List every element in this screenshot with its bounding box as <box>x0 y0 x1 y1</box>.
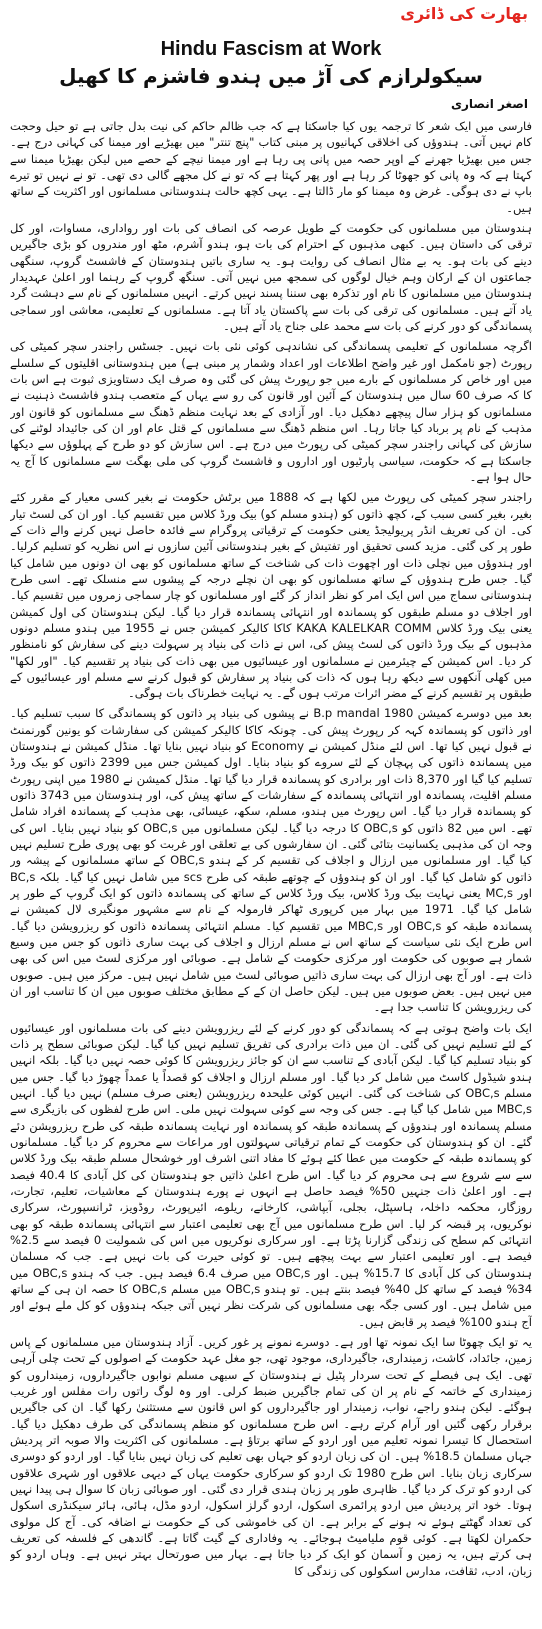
author-byline: اصغر انصاری <box>451 97 528 111</box>
body-paragraph: فارسی میں ایک شعر کا ترجمہ یوں کیا جاسکتا ہے کہ جب ظالم حاکم کی نیت بدل جاتی ہے تو حیل وحجت کام نہیں آتی۔ ہندوؤں کی اخلاقی کہانیوں پر مبنی کتاب "پنچ تنتر" میں بھیڑیے اور میمنا کی کہانی درج ہے۔ جس میں بھیڑیا جھرنے کے اوپر حصہ میں پانی پی رہا ہے اور میمنا نیچے کے حصے میں لیکن بھیڑیا میمنا سے کہتا ہے کہ وہ پانی کو جھوٹا کر رہا ہے اور پھر کہتا ہے کہ تو نے کل مجھے گالی دی تھی۔ تو نے نہیں تو تیرے باپ نے دی ہوگی۔ غرض وہ میمنا کو مار ڈالتا ہے۔ یہی کچھ حالت ہندوستانی مسلمانوں اور اکثریت کے ساتھ ہیں۔ <box>10 119 532 215</box>
body-paragraph: ہندوستان میں مسلمانوں کی حکومت کے طویل عرصہ کی انصاف کی بات اور رواداری، مساوات، اور کل ترقی کی داستان ہیں۔ کبھی مذہبوں کے احترام کی بات ہو، ہندو آشرم، مٹھ اور مندروں کو بڑی جاگیریں دینے کی بات ہو۔ یہ بے مثال انصاف کی روایت ہو۔ یہ ساری باتیں ہندوستان کے فاشسٹ گروپ، سنگھی جماعتوں ان کے ارکان وہم خیال لوگوں کی سمجھ میں نہیں آتی۔ سنگھ گروپ کے رہنما اور اعلیٰ عہدیدار ہندوستان میں مسلمانوں کا نام اور تذکرہ بھی سننا پسند نہیں کرتے۔ انہیں مسلمانوں کے نام سے دہشت گرد یاد آتے ہیں۔ مسلمانوں کی ترقی کی بات سے پاکستان یاد آتا ہے۔ مسلمانوں کے تعلیمی، معاشی اور سماجی پسماندگی کو دور کرنے کی بات سے محمد علی جناح یاد آتے ہیں۔ <box>10 220 532 333</box>
urdu-headline: سیکولرازم کی آڑ میں ہندو فاشزم کا کھیل <box>59 64 483 88</box>
body-paragraph: بعد میں دوسرے کمیشن B.p mandal 1980 نے پیشوں کی بنیاد پر ذاتوں کو پسماندگی کا سبب تسلیم کیا۔ اور ذاتوں کو پسماندہ کہہ کر رپورٹ پیش کی۔ چونکہ کاکا کالیکر کمیشن کی سفارشات کو یونین گورنمنٹ نے قبول نہیں کیا تھا۔ اس لئے منڈل کمیشن نے Economy کو بنیاد نہیں بنایا تھا۔ منڈل کمیشن نے ہندوستان میں پسماندہ ذاتوں کی پہچان کے لئے سروے کو بنیاد بنایا۔ اول کمیشن جس میں 2399 ذاتوں کو بیک ورڈ تسلیم کیا گیا اور 8,370 ذات اور برادری کو پسماندہ قرار دیا گیا تھا۔ منڈل کمیشن نے 1980 میں اپنی رپورٹ مسلم اقلیت، پسماندہ اور انتہائی پسماندہ کے سفارشات کے ساتھ پیش کی، اور ہندوستان میں 3743 ذاتوں کو پسماندہ قرار دیا گیا۔ اس رپورٹ میں ہندو، مسلم، سکھ، عیسائی، بھی مذہب کے پسماندہ افراد شامل تھے۔ اس میں 82 ذاتوں کو OBC,s کا درجہ دیا گیا۔ لیکن مسلمانوں میں OBC,s کو بنیاد نہیں بنایا۔ اس کی وجہ ان کی مذہبی یکسانیت بتائی گئی۔ ان سفارشوں کی بے تعلقی اور غربت کو بھی پوری طرح تسلیم نہیں کیا گیا۔ اور مسلمانوں میں ارزال و اجلاف کی تقسیم کر کے ہندو OBC,s کے ساتھ مسلمانوں کے پیشہ ور ذاتوں کو شامل کیا گیا۔ اور ان کو ہندوؤں کے چوتھے طبقہ کی طرح scs میں شامل نہیں کیا گیا۔ بلکہ BC,s اور MC,s یعنی نہایت بیک ورڈ کلاس، بیک ورڈ کلاس کے ساتھ کی پسماندہ ذاتوں کو ایک گروپ کے طور پر شامل کیا گیا۔ 1971 میں بہار میں کرپوری ٹھاکر فارمولہ کے نام سے مشہور مونگیری لال کمیشن نے پسماندہ طبقہ کو OBC,s اور MBC,s میں تقسیم کیا۔ مسلم انتہائی پسماندہ ذاتوں کو ریزرویشن دیا گیا۔ اس طرح ایک نئی سیاست کے ساتھ اس نے مسلم ارزال و اجلاف کی بہت ساری ذاتوں کو جس میں وسیع شمار ہے صوبوں کی حکومت اور مرکزی حکومت کے شامل ہے۔ صوبائی اور مرکزی لسٹ میں اس کی بھی ذات ہے۔ اور آج بھی ارزال کی بہت ساری ذاتیں صوبائی لسٹ میں شامل نہیں ہیں۔ مرکز میں ہیں۔ صوبوں میں نہیں ہیں۔ بعض صوبوں میں ہیں۔ لیکن حاصل ان کے کے مطابق مختلف صوبوں میں ان کا تناسب اور ان کی ریزرویشن کا تناسب جدا ہے۔ <box>10 706 532 1015</box>
english-title: Hindu Fascism at Work <box>160 38 382 60</box>
body-paragraph: ایک بات واضح ہوتی ہے کہ پسماندگی کو دور کرنے کے لئے ریزرویشن دینے کی بات مسلمانوں اور عیسائیوں کے لئے تسلیم نہیں کی گئی۔ ان میں ذات برادری کی تفریق تسلیم نہیں کیا گیا۔ لیکن صوبائی سطح پر ذات کو بنیاد تسلیم کیا گیا۔ لیکن آبادی کے تناسب سے ان کو جائز ریزرویشن کا کوئی حصہ نہیں دیا گیا۔ بلکہ انہیں ہندو شیڈول کاسٹ میں شامل کر دیا گیا۔ اور مسلم ارزال و اجلاف کو قصداً یا عمداً چھوڑ دیا گیا۔ جس میں مسلم OBC,s کی شناخت کی گئی۔ انہیں کوئی علیحدہ ریزرویشن (یعنی صرف مسلم) نہیں دیا گیا۔ انہیں MBC,s میں شامل کیا گیا ہے۔ جس کی وجہ سے کوئی سہولت نہیں ملی۔ اس طرح لفظوں کی بازیگری سے مسلم پسماندہ اور ہندوؤں کے پسماندہ طبقہ کو پسماندہ اور نہایت پسماندہ طبقہ کی طرح ریزرویشن دئے گئے۔ ان کو ہندوستان کی حکومت کے تمام ترقیاتی سہولتوں اور مراعات سے محروم کر دیا گیا۔ مسلمانوں کو پسماندہ طبقہ کے حکومت میں عطا کئے ہوئے کا مفاد اتنی اشرف اور خوشحال مسلم طبقہ بیک ورڈ کلاس سے سے شروع سے ہی محروم کر دیا گیا۔ اس طرح اعلیٰ ذاتیں جو ہندوستان کی کل آبادی کا 40.4 فیصد ہے۔ اور اعلیٰ ذات جنہیں 50% فیصد حاصل ہے انہوں نے پورے ہندوستان کے معاشیات، تعلیم، تجارت، روزگار، محکمہ داخلہ، ہاسپٹل، بجلی، آبپاشی، کارخانے، ریلوے، ائیرپورٹ، روڈویز، ٹرانسپورٹ، سرکاری نوکریوں، پر قبضہ کر لیا۔ اس طرح مسلمانوں میں آج بھی تعلیمی اعتبار سے انتہائی پسماندہ طبقہ کو بھی انتہائی کم سطح کی زندگی گزارنا پڑتا ہے۔ اور سرکاری نوکریوں میں اس کی شمولیت 0 فیصد سے 2.5% فیصد ہے۔ اور تعلیمی اعتبار سے بہت پیچھے ہیں۔ تو کوئی حیرت کی بات نہیں ہے۔ جب کہ مسلمان ہندوستان کی کل آبادی کا 15.7% ہیں۔ اور OBC,s میں صرف 6.4 فیصد ہیں۔ جب کہ ہندو OBC,s میں 34% فیصد کے ساتھ کل 40% فیصد بنتے ہیں۔ تو ہندو OBC,s میں مسلم OBC,s کا حصہ ان ہی کے ساتھ میں شامل ہیں۔ اور کسی جگہ بھی مسلمانوں کی شرکت نظر نہیں آتی جبکہ ہندوؤں کو کل ملے ہوئے اور آج ہندو 100% فیصد پر قابض ہیں۔ <box>10 1020 532 1329</box>
body-paragraph: اگرچہ مسلمانوں کے تعلیمی پسماندگی کی نشاندہی کوئی نئی بات نہیں۔ جسٹس راجندر سچر کمیٹی کی رپورٹ (جو نامکمل اور غیر واضح اطلاعات اور اعداد وشمار پر مبنی ہے) میں ہندوستانی اقلیتوں کے سلسلے میں اور خاص کر مسلمانوں کے بارے میں جو رپورٹ پیش کی گئی وہ صرف ایک دستاویزی ثبوت ہے اس بات کا کہ صرف 60 سال میں ہندوستان کے آئین اور قانون کی رو سے یہاں کے متعصب ہندو فاشسٹ ذہنیت نے مسلمانوں کو ہزار سال پیچھے دھکیل دیا۔ اور آزادی کے بعد نہایت منظم ڈھنگ سے مسلمانوں کو قانون اور مذہب کے نام پر برباد کیا جاتا رہا۔ اس منظم ڈھنگ سے مسلمانوں کے قتل عام اور ان کی جائیداد لوٹنے کی سازش کی کہانی راجندر سچر کمیٹی کی رپورٹ میں درج ہے۔ اس سازش کو دو طرح کے پہلوؤں سے دیکھا جاسکتا ہے کہ حکومت، سیاسی پارٹیوں اور اداروں و فاشسٹ گروپ کی ملی بھگت سے مسلمانوں کا آج یہ حال ہوا ہے۔ <box>10 339 532 484</box>
article-body <box>10 118 532 1623</box>
column-label: بھارت کی ڈائری <box>400 4 528 23</box>
body-paragraph: یہ تو ایک چھوٹا سا ایک نمونہ تھا اور ہے۔ دوسرے نمونے پر غور کریں۔ آزاد ہندوستان میں مسلمانوں کے پاس زمین، جائداد، کاشت، زمینداری، جاگیرداری، موجود تھی، جو مغل عہد حکومت کے اصولوں کے تحت چلی آرہی تھی۔ ایک ہی فیصلے کے تحت سردار پٹیل نے ہندوستان کے سبھی مسلم نوابوں جاگیرداروں، زمینداروں کو زمینداری کے خاتمہ کے نام پر ان کی تمام جاگیریں ضبط کرلی۔ اور وہ لوگ راتوں رات مفلس اور غریب ہوگئے۔ لیکن ہندو راجے، نواب، زمیندار اور جاگیرداروں کو اس قانون سے مستثنیٰ رکھا گیا۔ ان کی جاگیریں برقرار رکھی گئیں اور آرام کرتے رہے۔ اس طرح مسلمانوں کو منظم پسماندگی کی طرف دھکیل دیا گیا۔ استحصال کا تیسرا نمونہ تعلیم میں اور اردو کے ساتھ برتاؤ ہے۔ مسلمانوں کی اکثریت والا صوبہ اتر پردیش جہاں مسلمان 18.5% ہیں۔ ان کی زبان اردو کو جہاں بھی تعلیم کی زبان نہیں بنایا گیا۔ اور اردو کو دوسری سرکاری زبان بنایا۔ اس طرح 1980 تک اردو کو سرکاری حکومت یہاں کے دیہی علاقوں اور شہری علاقوں کی اردو کو ترک کر دیا گیا۔ ظاہری طور پر زبان ہندی قرار دی گئی۔ اور صوبائی زبان کا سوال ہی پیدا نہیں ہوتا۔ خود اتر پردیش میں اردو پرائمری اسکول، اردو گرلز اسکول، اردو مڈل، ہائی، ہائر سیکنڈری اسکول کی تعداد گھٹتے ہوئے نہ ہونے کے برابر ہے۔ ان کی خاموشی کی کے حکومت نے اضافہ کی۔ آج کل مولوی حکمران لکھتا ہے۔ کوئی قوم ملیامیٹ ہوجائے۔ یہ وفاداری کے گیت گاتا ہے۔ گاندھی کے فلسفہ کی تعریف ہی کرتے ہیں، یہ زمین و آسمان کو ایک کر دیا جاتا ہے۔ بہار میں صورتحال بہتر نہیں ہے۔ وہاں اردو کو زبان، ادب، ثقافت، مدارس اسکولوں کی زندگی کا <box>10 1334 532 1578</box>
body-paragraph: راجندر سچر کمیٹی کی رپورٹ میں لکھا ہے کہ 1888 میں برٹش حکومت نے بغیر کسی معیار کے مقرر کئے بغیر، بغیر کسی سبب کے، کچھ ذاتوں کو (ہندو مسلم کو) بیک ورڈ کلاس میں تقسیم کیا۔ اور ان کی لسٹ تیار کی۔ ان کی تعریف انڈر پریولیجڈ یعنی حکومت کے ترقیاتی پروگرام سے فائدہ حاصل نہیں کرنے والے ذات کے طور پر کی گئی۔ مزید کسی تحقیق اور تفتیش کے بغیر ہندوستانی آئین سازوں نے اس نظریہ کو تسلیم کرلیا۔ اور ہندوؤں میں نچلی ذات اور اچھوت ذات کی شناخت کے ساتھ مسلمانوں کو بھی ان دونوں میں شامل کیا گیا۔ جس طرح ہندوؤں کے ساتھ مسلمانوں کو بھی ان نچلے درجہ کے پیشوں سے منسلک تھے۔ اسی طرح ہندوستانی سماج میں اس ایک امر کو نظر انداز کر گئے اور مسلمانوں کو چار سماجی زمروں میں تقسیم کیا۔ اور اجلاف دو مسلم طبقوں کو پسماندہ اور انتہائی پسماندہ قرار دیا گیا۔ لیکن ہندوستان کی اول کمیشن یعنی بیک ورڈ کلاس KAKA KALELKAR COMM کاکا کالیکر کمیشن جس نے 1955 میں ہندو مسلم دونوں مذہبوں کے بیک ورڈ ذاتوں کی لسٹ پیش کی، اس نے ذات کی بنیاد پر سہولت دینے کی سفارش کو نامنظور کر دیا۔ اس کمیشن کے چیئرمین نے مسلمانوں اور عیسائیوں میں بھی ذات کی بنیاد پر تقسیم کیا۔ "اور لکھا" میں کھلی آنکھوں سے دیکھ رہا ہوں کہ ذات کی بنیاد پر سفارش کو قبول کرنے سے مسلم اور عیسائیوں کے طبقوں پر تقسیم کرنے کے مضر اثرات مرتب ہوں گے۔ یہ نہایت خطرناک بات ہوگی۔ <box>10 490 532 701</box>
